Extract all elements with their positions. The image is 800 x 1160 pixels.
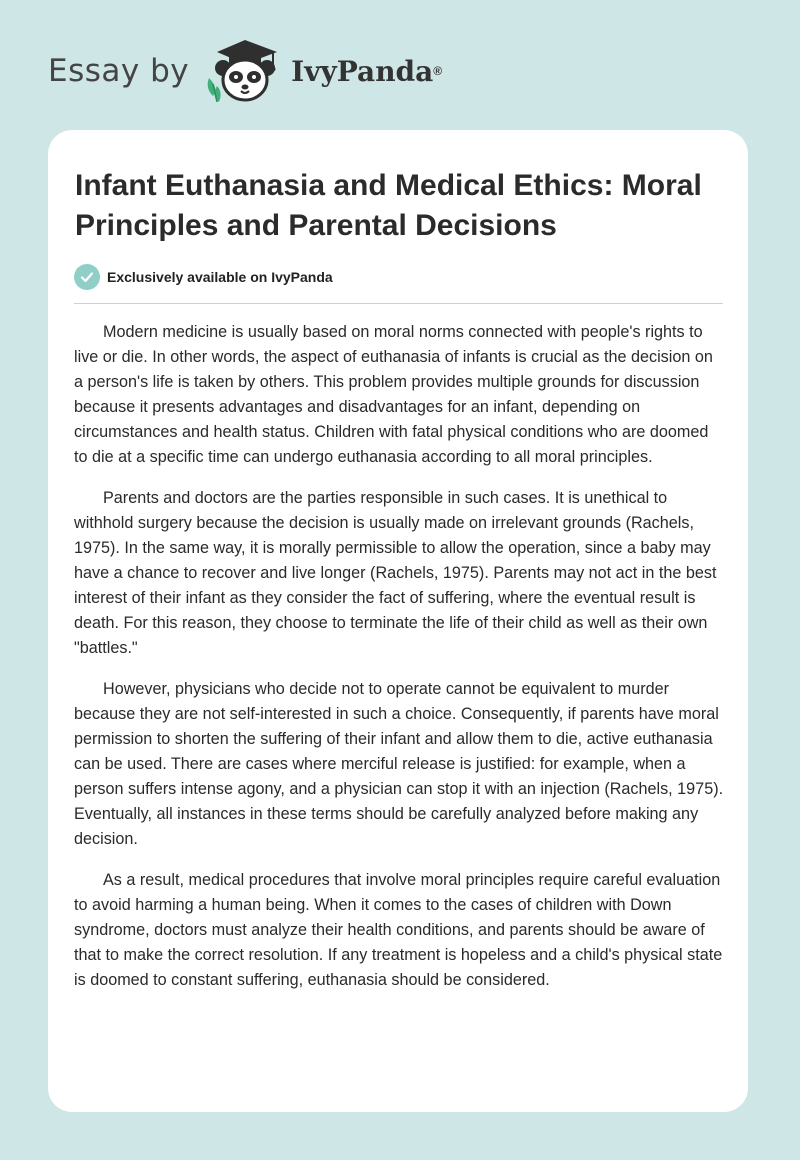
divider (74, 303, 723, 304)
brand-registered-mark: ® (433, 64, 443, 78)
essay-paragraph: Parents and doctors are the parties responsible in such cases. It is unethical to withhold surgery because the decision is usually made on irrelevant grounds (Rachels, 1975). In the same way, it is morally permissible to allow the operation, since a baby may have a chance to recover and live longer (Rachels, 1975). Parents may not act in the best interest of their infant as they consider the fact of suffering, where the eventual result is death. For this reason, they choose to terminate the life of their child as well as their own "battles." (74, 489, 717, 657)
essay-card (48, 130, 748, 1112)
essay-paragraph: However, physicians who decide not to operate cannot be equivalent to murder because they are not self-interested in such a choice. Consequently, if parents have moral permission to shorten the suffering of their infant and allow them to die, active euthanasia can be used. There are cases where merciful release is justified: for example, when a person suffers intense agony, and a physician can stop it with an injection (Rachels, 1975). Eventually, all instances in these terms should be carefully analyzed before making any decision. (74, 680, 724, 848)
essay-body (74, 320, 726, 1009)
essay-paragraph: As a result, medical procedures that involve moral principles require careful evaluation to avoid harming a human being. When it comes to the cases of children with Down syndrome, doctors must analyze their health conditions, and parents should be aware of that to make the correct resolution. If any treatment is hopeless and a child's physical state is doomed to constant suffering, euthanasia should be considered. (74, 871, 723, 989)
panda-logo-icon (203, 36, 285, 106)
essay-title: Infant Euthanasia and Medical Ethics: Moral Principles and Parental Decisions (75, 169, 702, 242)
essay-paragraph: Modern medicine is usually based on moral norms connected with people's rights to live or die. In other words, the aspect of euthanasia of infants is crucial as the decision on a person's life is taken by others. This problem provides multiple grounds for discussion because it presents advantages and disadvantages for an infant, depending on circumstances and health status. Children with fatal physical conditions who are doomed to die at a specific time can undergo euthanasia according to all moral principles. (74, 323, 713, 466)
check-icon (74, 264, 100, 290)
brand-header[interactable] (48, 36, 442, 106)
exclusive-badge (74, 264, 333, 290)
brand-name: IvyPanda (291, 54, 434, 88)
exclusive-badge-label: Exclusively available on IvyPanda (107, 269, 333, 285)
brand-prefix: Essay by (48, 53, 190, 89)
